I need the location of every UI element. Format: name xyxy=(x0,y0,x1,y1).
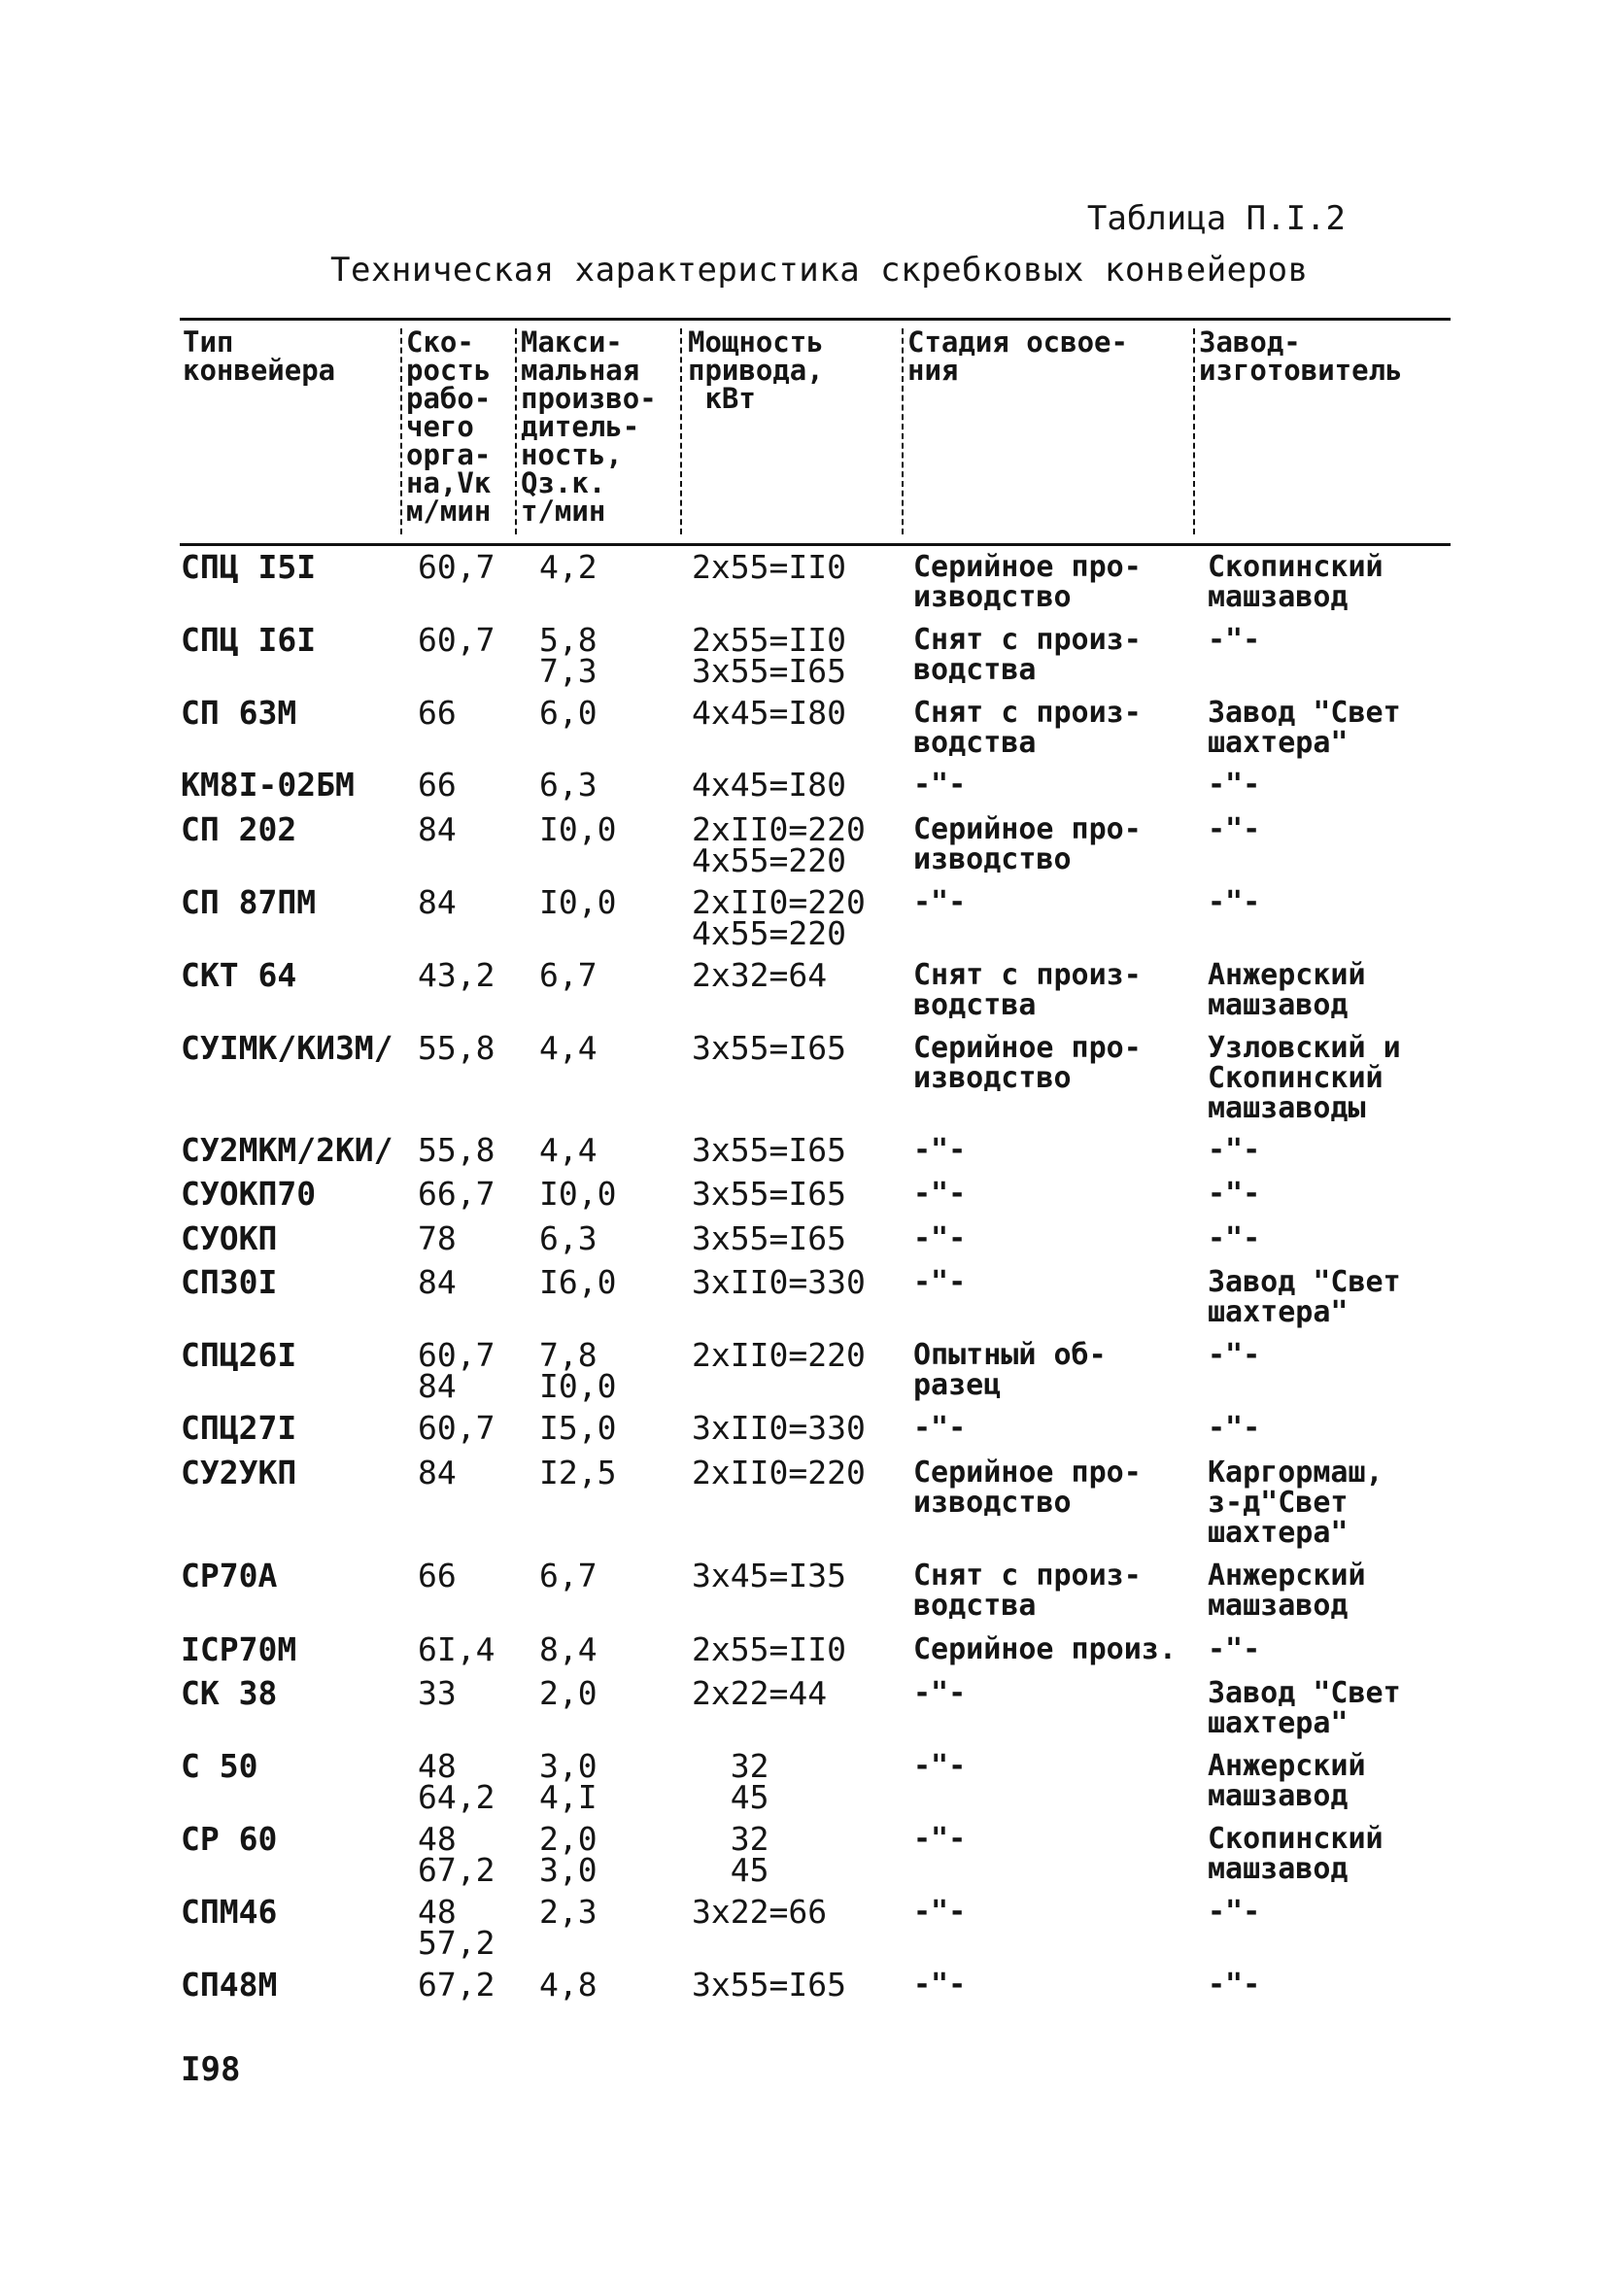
header-productivity: Макси- мальная произво- дитель- ность, Qз.к. т/мин xyxy=(521,326,657,528)
maker-value: Завод "Свет шахтера" xyxy=(1208,1676,1401,1740)
power-value: 3х55=I65 xyxy=(692,1966,846,2004)
conveyor-type: СПЦ I6I xyxy=(181,621,317,659)
productivity-value: 4,8 xyxy=(539,1966,598,2004)
stage-value: Серийное про- изводство xyxy=(913,1456,1142,1520)
header-power: Мощность привода, кВт xyxy=(688,326,824,415)
stage-value: -"- xyxy=(913,1676,967,1710)
power-value: 2хII0=220 4х55=220 xyxy=(692,883,866,952)
conveyor-type: СУОКП xyxy=(181,1219,278,1257)
power-value: 32 45 xyxy=(730,1820,769,1889)
productivity-value: I0,0 xyxy=(539,1175,617,1213)
table-top-rule xyxy=(180,318,1451,321)
productivity-value: 7,8 I0,0 xyxy=(539,1336,617,1405)
stage-value: Снят с произ- водства xyxy=(913,696,1142,760)
stage-value: Снят с произ- водства xyxy=(913,958,1142,1022)
conveyor-type: IСР70М xyxy=(181,1630,297,1668)
maker-value: -"- xyxy=(1208,1632,1261,1666)
power-value: 2хII0=220 xyxy=(692,1336,866,1374)
conveyor-type: СПЦ27I xyxy=(181,1409,297,1447)
power-value: 3х55=I65 xyxy=(692,1131,846,1169)
conveyor-type: СП 87ПМ xyxy=(181,883,317,921)
conveyor-type: СР70А xyxy=(181,1557,278,1594)
speed-value: 66,7 xyxy=(418,1175,495,1213)
conveyor-type: СР 60 xyxy=(181,1820,278,1858)
stage-value: -"- xyxy=(913,1822,967,1856)
speed-value: 48 64,2 xyxy=(418,1747,495,1816)
speed-value: 66 xyxy=(418,766,457,804)
stage-value: Серийное про- изводство xyxy=(913,812,1142,876)
stage-value: Снят с произ- водства xyxy=(913,623,1142,687)
stage-value: -"- xyxy=(913,885,967,919)
power-value: 2х32=64 xyxy=(692,956,828,994)
maker-value: Анжерский машзавод xyxy=(1208,1559,1366,1623)
maker-value: Завод "Свет шахтера" xyxy=(1208,1265,1401,1329)
maker-value: -"- xyxy=(1208,1338,1261,1372)
stage-value: -"- xyxy=(913,768,967,802)
speed-value: 43,2 xyxy=(418,956,495,994)
speed-value: 33 xyxy=(418,1674,457,1712)
productivity-value: 6,3 xyxy=(539,766,598,804)
speed-value: 60,7 xyxy=(418,548,495,586)
productivity-value: I0,0 xyxy=(539,883,617,921)
header-separator xyxy=(400,328,402,534)
productivity-value: 2,0 xyxy=(539,1674,598,1712)
maker-value: -"- xyxy=(1208,885,1261,919)
power-value: 3х55=I65 xyxy=(692,1175,846,1213)
stage-value: -"- xyxy=(913,1749,967,1783)
conveyor-type: СУIМК/КИЗМ/ xyxy=(181,1029,393,1067)
page-number: I98 xyxy=(181,2050,241,2089)
power-value: 4х45=I80 xyxy=(692,694,846,732)
header-separator xyxy=(515,328,517,534)
maker-value: -"- xyxy=(1208,1177,1261,1211)
productivity-value: 6,7 xyxy=(539,1557,598,1594)
speed-value: 48 57,2 xyxy=(418,1893,495,1962)
speed-value: 66 xyxy=(418,1557,457,1594)
productivity-value: 2,3 xyxy=(539,1893,598,1931)
maker-value: -"- xyxy=(1208,768,1261,802)
stage-value: Опытный об- разец xyxy=(913,1338,1107,1402)
maker-value: Скопинский машзавод xyxy=(1208,550,1384,614)
stage-value: -"- xyxy=(913,1133,967,1167)
stage-value: -"- xyxy=(913,1265,967,1299)
maker-value: Анжерский машзавод xyxy=(1208,958,1366,1022)
maker-value: -"- xyxy=(1208,623,1261,657)
productivity-value: 4,4 xyxy=(539,1029,598,1067)
stage-value: Серийное про- изводство xyxy=(913,550,1142,614)
speed-value: 60,7 xyxy=(418,621,495,659)
conveyor-type: СП48М xyxy=(181,1966,278,2004)
stage-value: -"- xyxy=(913,1411,967,1445)
conveyor-type: СК 38 xyxy=(181,1674,278,1712)
productivity-value: 6,0 xyxy=(539,694,598,732)
productivity-value: 2,0 3,0 xyxy=(539,1820,598,1889)
power-value: 32 45 xyxy=(730,1747,769,1816)
speed-value: 84 xyxy=(418,1263,457,1301)
power-value: 2хII0=220 4х55=220 xyxy=(692,810,866,879)
header-stage: Стадия освое- ния xyxy=(907,326,1128,387)
power-value: 3хII0=330 xyxy=(692,1409,866,1447)
header-type: Тип конвейера xyxy=(183,326,336,387)
conveyor-type: СП30I xyxy=(181,1263,278,1301)
speed-value: 84 xyxy=(418,883,457,921)
header-speed: Ско- рость рабо- чего орга- на,Vк м/мин xyxy=(406,326,492,528)
power-value: 3х55=I65 xyxy=(692,1219,846,1257)
conveyor-type: СПЦ26I xyxy=(181,1336,297,1374)
maker-value: -"- xyxy=(1208,1221,1261,1255)
stage-value: Серийное произ. xyxy=(913,1632,1177,1666)
speed-value: 6I,4 xyxy=(418,1630,495,1668)
productivity-value: 5,8 7,3 xyxy=(539,621,598,690)
header-separator xyxy=(902,328,904,534)
productivity-value: I6,0 xyxy=(539,1263,617,1301)
conveyor-type: СКТ 64 xyxy=(181,956,297,994)
maker-value: Анжерский машзавод xyxy=(1208,1749,1366,1813)
maker-value: -"- xyxy=(1208,1895,1261,1929)
maker-value: -"- xyxy=(1208,1968,1261,2002)
productivity-value: 3,0 4,I xyxy=(539,1747,598,1816)
power-value: 2х55=II0 3х55=I65 xyxy=(692,621,846,690)
speed-value: 60,7 xyxy=(418,1409,495,1447)
maker-value: -"- xyxy=(1208,1411,1261,1445)
power-value: 2хII0=220 xyxy=(692,1454,866,1491)
conveyor-type: СУ2МКМ/2КИ/ xyxy=(181,1131,393,1169)
maker-value: Каргормаш, з-д"Свет шахтера" xyxy=(1208,1456,1384,1550)
power-value: 3х45=I35 xyxy=(692,1557,846,1594)
maker-value: -"- xyxy=(1208,1133,1261,1167)
power-value: 2х22=44 xyxy=(692,1674,828,1712)
table-label: Таблица П.I.2 xyxy=(1086,199,1346,238)
power-value: 3х22=66 xyxy=(692,1893,828,1931)
productivity-value: 4,4 xyxy=(539,1131,598,1169)
stage-value: Серийное про- изводство xyxy=(913,1031,1142,1095)
power-value: 4х45=I80 xyxy=(692,766,846,804)
speed-value: 55,8 xyxy=(418,1131,495,1169)
maker-value: Завод "Свет шахтера" xyxy=(1208,696,1401,760)
productivity-value: 8,4 xyxy=(539,1630,598,1668)
productivity-value: I5,0 xyxy=(539,1409,617,1447)
stage-value: -"- xyxy=(913,1968,967,2002)
conveyor-type: СПЦ I5I xyxy=(181,548,317,586)
table-header-rule xyxy=(180,543,1451,546)
header-separator xyxy=(680,328,682,534)
maker-value: Скопинский машзавод xyxy=(1208,1822,1384,1886)
conveyor-type: СУОКП70 xyxy=(181,1175,317,1213)
productivity-value: I0,0 xyxy=(539,810,617,848)
header-maker: Завод- изготовитель xyxy=(1199,326,1403,387)
power-value: 3х55=I65 xyxy=(692,1029,846,1067)
speed-value: 67,2 xyxy=(418,1966,495,2004)
stage-value: -"- xyxy=(913,1177,967,1211)
maker-value: -"- xyxy=(1208,812,1261,846)
speed-value: 60,7 84 xyxy=(418,1336,495,1405)
power-value: 2х55=II0 xyxy=(692,1630,846,1668)
header-separator xyxy=(1193,328,1195,534)
stage-value: -"- xyxy=(913,1221,967,1255)
speed-value: 48 67,2 xyxy=(418,1820,495,1889)
productivity-value: 6,7 xyxy=(539,956,598,994)
speed-value: 66 xyxy=(418,694,457,732)
conveyor-type: СП 63М xyxy=(181,694,297,732)
productivity-value: 4,2 xyxy=(539,548,598,586)
power-value: 3хII0=330 xyxy=(692,1263,866,1301)
conveyor-type: КМ8I-02БМ xyxy=(181,766,355,804)
stage-value: Снят с произ- водства xyxy=(913,1559,1142,1623)
speed-value: 84 xyxy=(418,1454,457,1491)
speed-value: 84 xyxy=(418,810,457,848)
speed-value: 78 xyxy=(418,1219,457,1257)
speed-value: 55,8 xyxy=(418,1029,495,1067)
maker-value: Узловский и Скопинский машзаводы xyxy=(1208,1031,1401,1125)
power-value: 2х55=II0 xyxy=(692,548,846,586)
conveyor-type: СУ2УКП xyxy=(181,1454,297,1491)
stage-value: -"- xyxy=(913,1895,967,1929)
conveyor-type: СП 202 xyxy=(181,810,297,848)
productivity-value: 6,3 xyxy=(539,1219,598,1257)
productivity-value: I2,5 xyxy=(539,1454,617,1491)
conveyor-type: С 50 xyxy=(181,1747,258,1785)
conveyor-type: СПМ46 xyxy=(181,1893,278,1931)
table-title: Техническая характеристика скребковых конвейеров xyxy=(330,251,1309,290)
